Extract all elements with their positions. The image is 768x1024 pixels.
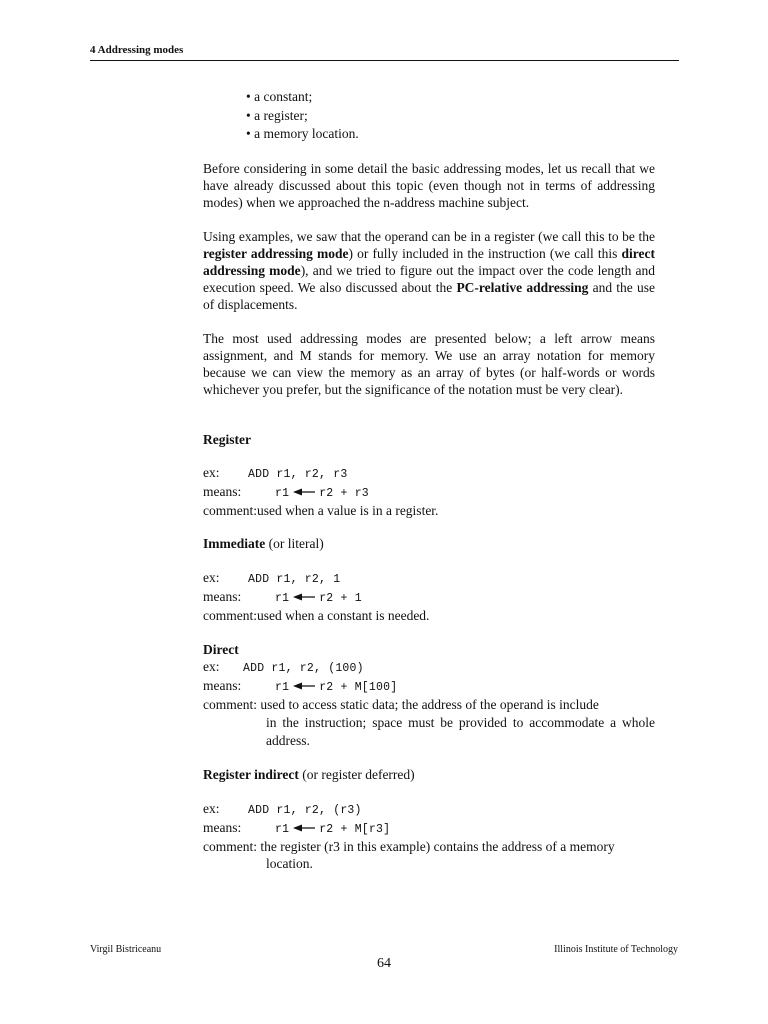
section-register-indirect bbox=[203, 766, 655, 872]
means-label: means: bbox=[203, 483, 242, 499]
text-run: and the use of displacements. bbox=[203, 279, 655, 312]
comment-continuation: location. bbox=[266, 855, 313, 871]
section-title bbox=[203, 766, 655, 783]
means-rhs: r2 + M[100] bbox=[319, 680, 398, 694]
means-lhs: r1 bbox=[275, 591, 290, 605]
ex-label: ex: bbox=[203, 464, 220, 480]
means-row bbox=[203, 819, 655, 838]
example-code: ADD r1, r2, 1 bbox=[248, 572, 341, 586]
means-label: means: bbox=[203, 677, 242, 693]
ex-label: ex: bbox=[203, 569, 220, 585]
comment-text: used to access static data; the address of the operand is include bbox=[257, 696, 599, 712]
example-code: ADD r1, r2, (r3) bbox=[248, 803, 362, 817]
example-row bbox=[203, 800, 655, 819]
ex-label: ex: bbox=[203, 658, 220, 674]
operand-location-list bbox=[246, 88, 655, 144]
list-item: • a memory location. bbox=[246, 126, 359, 141]
footer-author: Virgil Bistriceanu bbox=[90, 944, 162, 955]
left-arrow-icon bbox=[293, 823, 315, 833]
text-run: Using examples, we saw that the operand can be in a register (we call this to be the bbox=[203, 228, 655, 244]
left-arrow-icon bbox=[293, 681, 315, 691]
section-title: Register bbox=[203, 431, 251, 447]
footer-institution: Illinois Institute of Technology bbox=[554, 944, 678, 955]
comment-row bbox=[203, 696, 655, 714]
chapter-title: 4 Addressing modes bbox=[90, 44, 184, 56]
example-row bbox=[203, 658, 655, 677]
example-row bbox=[203, 464, 655, 483]
example-code: ADD r1, r2, (100) bbox=[243, 661, 364, 675]
comment-row bbox=[203, 838, 655, 855]
text-run: ) or fully included in the instruction (we call this bbox=[348, 245, 622, 261]
comment-row: comment:used when a value is in a register. bbox=[203, 502, 439, 518]
section-title-bold: Immediate bbox=[203, 535, 266, 551]
section-subtitle: (or register deferred) bbox=[298, 766, 415, 782]
page-header bbox=[90, 42, 679, 61]
left-arrow-icon bbox=[293, 487, 315, 497]
list-item: • a constant; bbox=[246, 89, 313, 104]
comment-row: comment:used when a constant is needed. bbox=[203, 607, 430, 623]
list-item: • a register; bbox=[246, 107, 308, 123]
comment-text: the register (r3 in this example) contains the address of a memory bbox=[257, 838, 615, 854]
paragraph-examples bbox=[203, 228, 655, 313]
means-row bbox=[203, 588, 655, 607]
section-immediate bbox=[203, 535, 655, 624]
example-row bbox=[203, 569, 655, 588]
section-register bbox=[203, 431, 655, 519]
means-rhs: r2 + 1 bbox=[319, 591, 362, 605]
section-direct bbox=[203, 641, 655, 750]
ex-label: ex: bbox=[203, 800, 220, 816]
means-row bbox=[203, 483, 655, 502]
term-pc-relative: PC-relative addressing bbox=[456, 279, 589, 295]
comment-continuation: in the instruction; space must be provided to accommodate a whole address. bbox=[266, 714, 655, 748]
term-direct-addressing: direct addressing mode bbox=[203, 245, 655, 278]
means-label: means: bbox=[203, 588, 242, 604]
paragraph-intro: Before considering in some detail the basic addressing modes, let us recall that we have already discussed about this topic (even though not in terms of addressing modes) when we approached the n-address machine subject. bbox=[203, 160, 655, 210]
section-subtitle: (or literal) bbox=[265, 535, 324, 551]
comment-label: comment: bbox=[203, 838, 257, 854]
means-rhs: r2 + r3 bbox=[319, 486, 369, 500]
section-title bbox=[203, 535, 655, 552]
section-title-bold: Register indirect bbox=[203, 766, 299, 782]
means-lhs: r1 bbox=[275, 486, 290, 500]
example-code: ADD r1, r2, r3 bbox=[248, 467, 348, 481]
means-label: means: bbox=[203, 819, 242, 835]
page-number: 64 bbox=[377, 956, 391, 971]
section-title: Direct bbox=[203, 641, 239, 657]
term-register-addressing: register addressing mode bbox=[203, 245, 349, 261]
means-lhs: r1 bbox=[275, 680, 290, 694]
comment-label: comment: bbox=[203, 696, 257, 712]
means-row bbox=[203, 677, 655, 696]
text-run: ), and we tried to figure out the impact over the code length and execution speed. We also discussed about the bbox=[203, 262, 655, 295]
means-lhs: r1 bbox=[275, 822, 290, 836]
page-body bbox=[203, 88, 655, 872]
left-arrow-icon bbox=[293, 592, 315, 602]
means-rhs: r2 + M[r3] bbox=[319, 822, 391, 836]
paragraph-notation: The most used addressing modes are presented below; a left arrow means assignment, and M stands for memory. We use an array notation for memory because we can view the memory as an array of bytes (or half-words or words whichever you prefer, but the significance of the notation must be very clear). bbox=[203, 330, 655, 397]
